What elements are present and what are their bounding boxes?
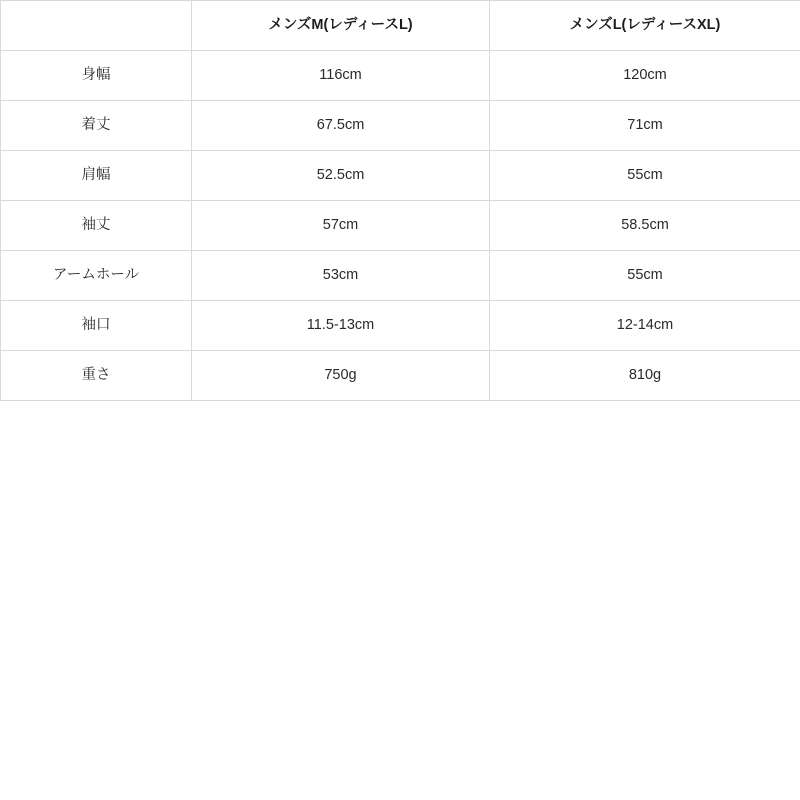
row-header-measure: 袖口 <box>1 301 192 351</box>
cell-mens-m: 57cm <box>192 201 490 251</box>
table-corner-cell <box>1 1 192 51</box>
table-row <box>1 151 800 201</box>
table-row <box>1 51 800 101</box>
column-header-mens-l: メンズL(レディースXL) <box>490 1 800 51</box>
cell-mens-m: 52.5cm <box>192 151 490 201</box>
row-header-measure: 肩幅 <box>1 151 192 201</box>
column-header-mens-m: メンズM(レディースL) <box>192 1 490 51</box>
row-header-measure: 着丈 <box>1 101 192 151</box>
cell-mens-l: 55cm <box>490 151 800 201</box>
cell-mens-m: 53cm <box>192 251 490 301</box>
table-row <box>1 201 800 251</box>
row-header-measure: 身幅 <box>1 51 192 101</box>
table-header <box>1 1 800 51</box>
cell-mens-l: 810g <box>490 351 800 401</box>
table-row <box>1 101 800 151</box>
table-row <box>1 301 800 351</box>
cell-mens-l: 58.5cm <box>490 201 800 251</box>
cell-mens-l: 71cm <box>490 101 800 151</box>
cell-mens-l: 55cm <box>490 251 800 301</box>
row-header-measure: アームホール <box>1 251 192 301</box>
cell-mens-m: 11.5-13cm <box>192 301 490 351</box>
table-row <box>1 251 800 301</box>
table-row <box>1 351 800 401</box>
row-header-measure: 重さ <box>1 351 192 401</box>
cell-mens-m: 116cm <box>192 51 490 101</box>
table-body <box>1 51 800 401</box>
cell-mens-l: 12-14cm <box>490 301 800 351</box>
cell-mens-l: 120cm <box>490 51 800 101</box>
cell-mens-m: 750g <box>192 351 490 401</box>
cell-mens-m: 67.5cm <box>192 101 490 151</box>
row-header-measure: 袖丈 <box>1 201 192 251</box>
table-header-row <box>1 1 800 51</box>
